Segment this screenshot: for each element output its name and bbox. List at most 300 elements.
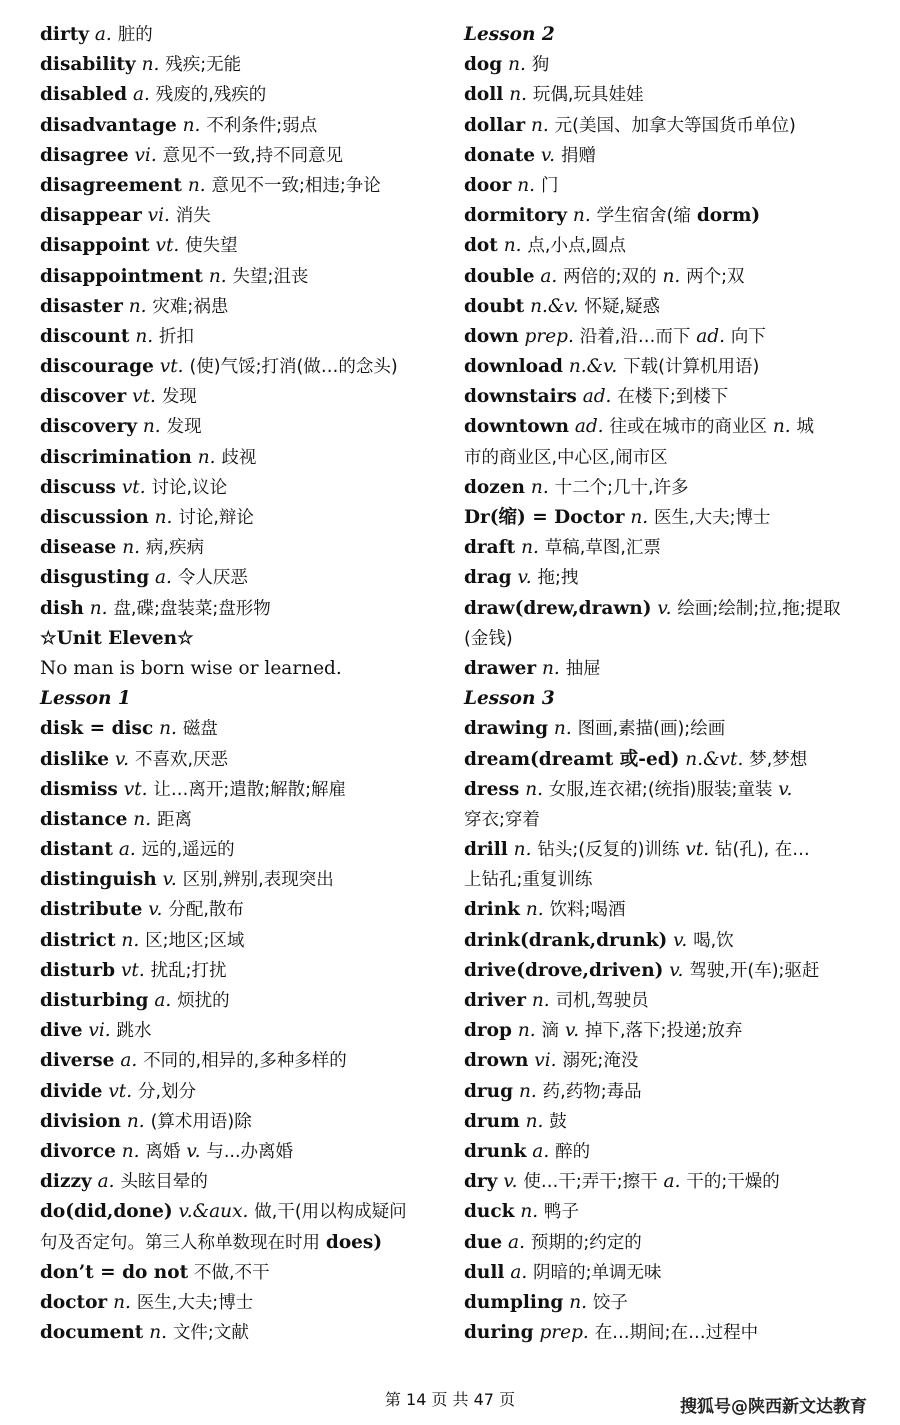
- vocab-entry: [40, 201, 455, 231]
- headword: download: [464, 356, 563, 378]
- part-of-speech: vt.: [121, 476, 146, 498]
- headword: draft: [464, 537, 516, 559]
- part-of-speech: n.: [121, 929, 140, 951]
- part-of-speech: n.: [126, 1110, 145, 1132]
- headword: dull: [464, 1261, 505, 1283]
- vocab-entry: [464, 775, 864, 805]
- vocab-entry: [40, 1016, 455, 1046]
- vocab-entry: [40, 262, 455, 292]
- part-of-speech: n.: [89, 597, 108, 619]
- vocab-entry: [40, 443, 455, 473]
- definition: 鼓: [549, 1111, 567, 1132]
- definition: 捐赠: [560, 145, 596, 166]
- definition: 往或在城市的商业区: [609, 417, 767, 438]
- headword: disturb: [40, 959, 116, 981]
- headword: disease: [40, 537, 117, 559]
- definition: 不喜欢,厌恶: [134, 749, 229, 770]
- part-of-speech: n.: [530, 114, 549, 136]
- vocab-entry: [464, 895, 864, 925]
- vocab-entry: [464, 141, 864, 171]
- part-of-speech: vt.: [123, 778, 148, 800]
- part-of-speech: a.: [120, 1050, 138, 1072]
- definition: 灾难;祸患: [152, 296, 229, 317]
- right-column: [464, 20, 864, 1348]
- headword: disability: [40, 54, 136, 76]
- part-of-speech: v.: [148, 899, 163, 921]
- headword: diverse: [40, 1050, 115, 1072]
- definition: 讨论,议论: [151, 477, 228, 498]
- vocab-entry: [40, 1197, 455, 1227]
- definition: 十二个;几十,许多: [554, 477, 689, 498]
- definition-2: 钻(孔), 在…: [714, 840, 810, 861]
- part-of-speech: n.: [141, 54, 160, 76]
- proverb-line: [40, 654, 455, 684]
- part-of-speech: a.: [508, 1231, 525, 1253]
- continuation-line: [40, 1228, 455, 1258]
- definition: 发现: [166, 417, 202, 438]
- part-of-speech: v.: [657, 597, 672, 619]
- part-of-speech: v.: [517, 567, 532, 589]
- part-of-speech: vi.: [88, 1020, 111, 1042]
- headword: dormitory: [464, 205, 568, 227]
- headword: drink: [464, 899, 520, 921]
- vocab-entry: [40, 1046, 455, 1076]
- part-of-speech: v.: [540, 144, 556, 166]
- definition-2: 与...办离婚: [206, 1141, 294, 1162]
- vocab-entry: [464, 1318, 864, 1348]
- vocab-entry: [464, 322, 864, 352]
- headword: disagreement: [40, 174, 182, 196]
- definition: 讨论,辩论: [178, 508, 254, 528]
- definition: 烦扰的: [177, 991, 230, 1011]
- definition-2: 城: [796, 417, 815, 438]
- vocab-entry: [40, 171, 455, 201]
- definition: 使…干;弄干;擦干: [523, 1172, 658, 1193]
- vocab-entry: [40, 1258, 455, 1288]
- part-of-speech: vt.: [155, 235, 180, 257]
- part-of-speech: n.: [135, 325, 154, 347]
- definition: 不同的,相异的,多种多样的: [143, 1051, 347, 1072]
- definition: 折扣: [159, 326, 195, 347]
- lesson-heading: [464, 684, 864, 714]
- definition: 不做,不干: [194, 1262, 270, 1283]
- part-of-speech: n.: [518, 1080, 537, 1102]
- headword: divide: [40, 1080, 103, 1102]
- part-of-speech-2: n.: [662, 265, 681, 287]
- definition: 门: [540, 175, 559, 196]
- vocab-entry: [464, 926, 864, 956]
- headword: drunk: [464, 1140, 527, 1162]
- definition: 跳水: [116, 1021, 152, 1042]
- headword: drum: [464, 1110, 520, 1132]
- definition: 医生,大夫;博士: [136, 1292, 254, 1313]
- definition: 元(美国、加拿大等国货币单位): [554, 115, 796, 136]
- part-of-speech: n.: [525, 899, 544, 921]
- definition: 药,药物;毒品: [542, 1081, 642, 1102]
- part-of-speech: vt.: [132, 386, 156, 408]
- definition: 磁盘: [182, 719, 218, 740]
- vocab-entry: [464, 231, 864, 261]
- definition: 沿着,沿…而下: [579, 326, 691, 347]
- definition: (算术用语)除: [150, 1111, 252, 1132]
- part-of-speech: n.: [525, 1110, 544, 1132]
- vocab-entry: [464, 412, 864, 442]
- definition: 绘画;绘制;拉,拖;提取: [677, 598, 841, 619]
- continuation-text: (金钱): [464, 628, 513, 649]
- part-of-speech: ad.: [574, 416, 604, 438]
- vocab-entry: [464, 262, 864, 292]
- part-of-speech: ad.: [582, 386, 612, 408]
- headword: drawing: [464, 718, 549, 740]
- definition: 拖;拽: [537, 568, 579, 589]
- headword: discussion: [40, 507, 149, 528]
- vocab-entry: [464, 80, 864, 110]
- definition: 司机,驾驶员: [555, 991, 649, 1011]
- vocab-entry: [464, 473, 864, 503]
- headword: do(did,done): [40, 1201, 173, 1223]
- proverb-text: No man is born wise or learned.: [40, 657, 342, 679]
- definition: 阴暗的;单调无味: [533, 1262, 662, 1283]
- headword: don’t = do not: [40, 1261, 189, 1283]
- definition: 离婚: [145, 1141, 181, 1162]
- vocab-entry: [40, 563, 455, 593]
- definition: 发现: [161, 387, 197, 408]
- part-of-speech: n.: [503, 235, 522, 257]
- definition: 在楼下;到楼下: [617, 387, 729, 408]
- continuation-line: [464, 865, 864, 895]
- part-of-speech: n.: [142, 416, 161, 438]
- vocab-entry: [40, 292, 455, 322]
- headword: Dr(缩) = Doctor: [464, 507, 625, 528]
- part-of-speech: n.: [159, 718, 177, 740]
- headword: drown: [464, 1050, 529, 1072]
- vocab-entry: [464, 1288, 864, 1318]
- headword: drill: [464, 839, 508, 861]
- vocab-entry: [464, 292, 864, 322]
- headword: document: [40, 1322, 144, 1344]
- headword: disappear: [40, 205, 142, 227]
- part-of-speech: n.: [133, 808, 152, 830]
- headword: distant: [40, 839, 113, 861]
- headword: dismiss: [40, 778, 118, 800]
- headword: discrimination: [40, 446, 192, 468]
- headword: drop: [464, 1020, 512, 1042]
- vocab-entry: [40, 412, 455, 442]
- headword: divorce: [40, 1140, 116, 1162]
- definition: 分,划分: [138, 1081, 197, 1102]
- lesson-title: Lesson 1: [40, 688, 131, 710]
- lesson-heading: [40, 684, 455, 714]
- part-of-speech: vt.: [159, 356, 184, 378]
- headword: drawer: [464, 657, 537, 679]
- headword: discuss: [40, 476, 116, 498]
- headword: dizzy: [40, 1171, 92, 1193]
- vocab-entry: [464, 745, 864, 775]
- definition: 脏的: [117, 25, 153, 45]
- definition: 钻头;(反复的)训练: [537, 840, 680, 861]
- definition: 醉的: [555, 1141, 591, 1162]
- vocab-entry: [464, 714, 864, 744]
- lesson-title: Lesson 3: [464, 688, 555, 710]
- vocab-entry: [464, 1046, 864, 1076]
- definition: 鸭子: [544, 1202, 580, 1223]
- part-of-speech: n.: [553, 718, 572, 740]
- vocab-entry: [464, 594, 864, 624]
- part-of-speech: a.: [97, 1171, 115, 1193]
- part-of-speech: n.: [521, 537, 539, 559]
- definition: 下载(计算机用语): [623, 357, 760, 378]
- continuation-line: [464, 624, 864, 654]
- vocab-entry: [40, 1167, 455, 1197]
- definition: 意见不一致;相违;争论: [211, 175, 381, 196]
- headword: disappointment: [40, 265, 203, 287]
- definition: 草稿,草图,汇票: [544, 538, 661, 559]
- definition: 文件;文献: [172, 1323, 249, 1344]
- part-of-speech: n.: [197, 446, 216, 468]
- vocab-entry: [464, 1258, 864, 1288]
- headword: disabled: [40, 84, 128, 106]
- part-of-speech: n.: [530, 476, 549, 498]
- vocab-entry: [464, 986, 864, 1016]
- definition: 预期的;约定的: [530, 1232, 642, 1253]
- vocab-entry: [464, 956, 864, 986]
- part-of-speech: a.: [510, 1261, 528, 1283]
- headword: disgusting: [40, 567, 150, 589]
- headword: doubt: [464, 295, 525, 317]
- vocab-entry: [464, 1016, 864, 1046]
- part-of-speech: vt.: [108, 1080, 133, 1102]
- definition: 做,干(用以构成疑问: [254, 1202, 407, 1223]
- headword: distinguish: [40, 869, 157, 891]
- definition: 学生宿舍(缩: [596, 206, 691, 227]
- continuation-line: [464, 805, 864, 835]
- part-of-speech: n.: [128, 295, 147, 317]
- continuation-text: 市的商业区,中心区,闹市区: [464, 447, 668, 468]
- part-of-speech: prep.: [539, 1322, 589, 1344]
- vocab-entry: [40, 926, 455, 956]
- part-of-speech: n.: [149, 1322, 168, 1344]
- part-of-speech-2: vt.: [685, 839, 710, 861]
- vocab-entry: [40, 141, 455, 171]
- part-of-speech: prep.: [524, 325, 574, 347]
- definition: 在…期间;在…过程中: [594, 1323, 759, 1344]
- continuation-line: [464, 443, 864, 473]
- headword: downstairs: [464, 386, 577, 408]
- vocab-entry: [464, 654, 864, 684]
- definition: 图画,素描(画);绘画: [577, 719, 726, 740]
- part-of-speech-2: n.: [772, 416, 791, 438]
- definition: 饺子: [592, 1292, 628, 1313]
- part-of-speech: v.: [673, 929, 688, 951]
- definition: 医生,大夫;博士: [654, 508, 771, 528]
- watermark: 搜狐号@陕西新文达教育: [680, 1397, 867, 1417]
- definition: 意见不一致,持不同意见: [162, 145, 344, 166]
- definition: 残疾;无能: [165, 55, 242, 76]
- vocab-entry: [464, 111, 864, 141]
- headword: due: [464, 1231, 503, 1253]
- headword: discovery: [40, 416, 137, 438]
- headword: discover: [40, 386, 127, 408]
- headword: dumpling: [464, 1291, 564, 1313]
- headword: double: [464, 265, 535, 287]
- headword: driver: [464, 990, 526, 1011]
- definition: 抽屉: [565, 658, 601, 679]
- part-of-speech: n.: [569, 1291, 588, 1313]
- vocab-entry: [40, 714, 455, 744]
- part-of-speech-2: ad.: [696, 325, 726, 347]
- vocab-entry: [40, 986, 455, 1016]
- part-of-speech: n.: [113, 1291, 131, 1313]
- vocab-entry: [464, 1077, 864, 1107]
- headword: drug: [464, 1080, 514, 1102]
- headword: dream(dreamt 或-ed): [464, 748, 680, 770]
- headword: dry: [464, 1171, 498, 1193]
- headword: during: [464, 1322, 534, 1344]
- headword: district: [40, 929, 116, 951]
- headword: dislike: [40, 748, 110, 770]
- definition: 女服,连衣裙;(统指)服装;童装: [548, 779, 773, 800]
- part-of-speech: n.&v.: [530, 295, 579, 317]
- part-of-speech: a.: [155, 567, 172, 589]
- definition: 两倍的;双的: [563, 266, 657, 287]
- vocab-entry: [40, 382, 455, 412]
- definition: 消失: [175, 206, 211, 227]
- headword: discount: [40, 325, 130, 347]
- definition: 区;地区;区域: [145, 930, 245, 951]
- definition: (使)气馁;打消(做…的念头): [189, 357, 398, 378]
- definition: 分配,散布: [168, 900, 244, 921]
- vocab-entry: [40, 231, 455, 261]
- part-of-speech: vi.: [134, 144, 157, 166]
- headword: drink(drank,drunk): [464, 929, 668, 951]
- definition: 失望;沮丧: [232, 266, 309, 287]
- vocab-entry: [40, 503, 455, 533]
- definition: 狗: [531, 55, 550, 76]
- part-of-speech: n.: [513, 839, 532, 861]
- headword: drag: [464, 567, 512, 589]
- part-of-speech: a.: [532, 1140, 550, 1162]
- definition: 远的,遥远的: [141, 840, 235, 861]
- part-of-speech: n.&vt.: [685, 748, 744, 770]
- vocab-entry: [40, 111, 455, 141]
- definition: 头眩目晕的: [120, 1172, 208, 1193]
- vocab-entry: [40, 835, 455, 865]
- vocab-entry: [464, 1197, 864, 1227]
- headword: distance: [40, 808, 128, 830]
- vocab-entry: [464, 563, 864, 593]
- vocab-entry: [464, 201, 864, 231]
- headword: disappoint: [40, 235, 150, 257]
- headword: dirty: [40, 24, 90, 45]
- headword: disk = disc: [40, 718, 154, 740]
- lesson-heading: [464, 20, 864, 50]
- part-of-speech: vt.: [120, 959, 145, 981]
- part-of-speech: n.: [508, 54, 526, 76]
- definition: 歧视: [221, 447, 257, 468]
- definition: 怀疑,疑惑: [584, 296, 660, 317]
- part-of-speech-2: v.: [564, 1020, 580, 1042]
- headword: dish: [40, 597, 84, 619]
- vocab-entry: [40, 805, 455, 835]
- headword: dozen: [464, 476, 526, 498]
- headword: dot: [464, 235, 498, 257]
- headword: drive(drove,driven): [464, 959, 664, 981]
- definition: 梦,梦想: [749, 749, 808, 770]
- left-column: [40, 20, 455, 1348]
- part-of-speech: a.: [154, 990, 172, 1011]
- headword: dress: [464, 778, 520, 800]
- part-of-speech: n.: [572, 205, 591, 227]
- vocab-entry: [464, 1107, 864, 1137]
- part-of-speech: vi.: [534, 1050, 557, 1072]
- vocab-entry: [464, 1167, 864, 1197]
- definition: 区别,辨别,表现突出: [182, 870, 334, 891]
- definition: 喝,饮: [693, 930, 734, 951]
- vocab-entry: [464, 1137, 864, 1167]
- part-of-speech-2: v.: [778, 778, 793, 800]
- part-of-speech: n.: [630, 507, 649, 528]
- part-of-speech-2: v.: [186, 1140, 201, 1162]
- definition: 不利条件;弱点: [206, 115, 318, 136]
- headword: division: [40, 1110, 121, 1132]
- part-of-speech: n.&v.: [568, 356, 618, 378]
- lesson-title: Lesson 2: [464, 24, 555, 45]
- headword: draw(drew,drawn): [464, 597, 652, 619]
- definition: 病,疾病: [145, 538, 204, 559]
- continuation-text: 穿衣;穿着: [464, 809, 540, 830]
- vocab-entry: [464, 171, 864, 201]
- part-of-speech: n.: [525, 778, 543, 800]
- headword: dive: [40, 1020, 83, 1042]
- vocab-entry: [40, 1288, 455, 1318]
- definition-2: 干的;干燥的: [686, 1172, 780, 1193]
- vocab-entry: [464, 1228, 864, 1258]
- part-of-speech: n.: [520, 1201, 539, 1223]
- part-of-speech: v.: [114, 748, 130, 770]
- vocab-entry: [464, 503, 864, 533]
- vocab-entry: [40, 533, 455, 563]
- part-of-speech: n.: [531, 990, 550, 1011]
- definition: 点,小点,圆点: [527, 236, 627, 257]
- vocab-entry: [40, 1077, 455, 1107]
- headword: disturbing: [40, 990, 149, 1011]
- headword: down: [464, 325, 519, 347]
- part-of-speech: n.: [542, 657, 560, 679]
- headword: doctor: [40, 1291, 108, 1313]
- definition: 驾驶,开(车);驱赶: [689, 960, 820, 981]
- unit-heading: [40, 624, 455, 654]
- headword: disaster: [40, 295, 123, 317]
- headword: downtown: [464, 416, 569, 438]
- continuation-tail: does): [325, 1231, 383, 1253]
- part-of-speech: a.: [132, 84, 150, 106]
- page-footer: 第 14 页 共 47 页: [384, 1390, 516, 1409]
- continuation-text: 句及否定句。第三人称单数现在时用: [40, 1232, 320, 1253]
- vocab-entry: [40, 1107, 455, 1137]
- part-of-speech: n.: [187, 174, 206, 196]
- part-of-speech: vi.: [147, 205, 170, 227]
- definition-2: 向下: [730, 326, 766, 347]
- part-of-speech: a.: [118, 839, 136, 861]
- vocab-entry: [464, 382, 864, 412]
- vocab-entry: [40, 594, 455, 624]
- vocab-entry: [40, 895, 455, 925]
- continuation-text: 上钻孔;重复训练: [464, 870, 593, 891]
- vocab-entry: [464, 352, 864, 382]
- part-of-speech: a.: [94, 24, 112, 45]
- headword: distribute: [40, 899, 143, 921]
- vocab-entry: [464, 50, 864, 80]
